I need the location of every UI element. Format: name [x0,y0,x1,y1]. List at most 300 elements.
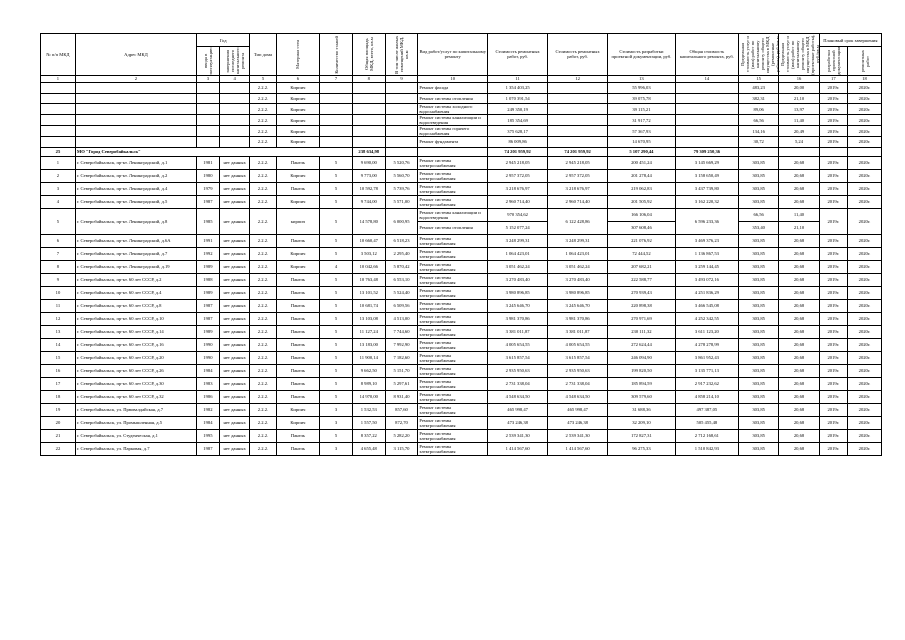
table-cell: 11,40 [779,115,819,126]
table-cell: Панель [276,351,320,364]
table-cell: 2020г. [848,338,882,351]
table-cell: Кирпич [276,104,320,115]
table-cell: нет данных [219,182,250,195]
table-cell: 17 [41,377,76,390]
table-cell: Кирпич [276,137,320,148]
table-cell: 89,06 [738,104,778,115]
table-cell: г. Северобайкальск, ул. Првовалдайская, д.7 [75,403,196,416]
table-cell: 2.2.2. [250,93,276,104]
column-number: 1 [41,75,76,82]
table-cell: 3 [41,182,76,195]
table-cell [75,93,196,104]
table-cell: 303,85 [738,351,778,364]
table-cell: 505 455,48 [675,416,738,429]
table-cell: 66,56 [738,115,778,126]
table-cell: 1987 [196,299,219,312]
table-cell: 2019г. [819,312,847,325]
table-cell [41,82,76,93]
table-cell: 2.2.2. [250,286,276,299]
table-cell [41,104,76,115]
table-cell: 270 971,69 [608,312,676,325]
table-cell: 1991 [196,234,219,247]
table-cell: 2019г. [819,273,847,286]
table-cell: 307 608,46 [608,221,676,234]
table-cell: 10 763,48 [352,273,385,286]
table-cell: Ремонт системы электроснабжения [418,416,488,429]
table-cell: Ремонт системы электроснабжения [418,247,488,260]
table-cell: 10 [41,286,76,299]
table-cell: 3 245 646,70 [488,299,548,312]
table-cell: 2.2.2. [250,273,276,286]
table-row [41,260,882,273]
table-cell: 16 [41,364,76,377]
table-cell: Панель [276,234,320,247]
table-cell: 20,68 [779,156,819,169]
table-cell: 303,85 [738,429,778,442]
table-cell: 303,85 [738,260,778,273]
table-cell [41,126,76,137]
table-row [41,286,882,299]
table-cell [352,115,385,126]
table-cell: 2019г. [819,442,847,455]
table-cell: 2020г. [848,247,882,260]
table-cell: 3 270 483,40 [548,273,608,286]
table-cell: 6 [41,234,76,247]
table-cell: Ремонт системы холодного водоснабжения [418,104,488,115]
table-cell: 2.2.2. [250,137,276,148]
table-cell: 5 297,61 [385,377,418,390]
table-cell [385,104,418,115]
table-cell: 5 [41,208,76,234]
table-cell: 20,49 [779,126,819,137]
table-cell: 1 064 423,01 [548,247,608,260]
table-cell: 5 [320,286,353,299]
header-num: № п/п МКД [41,34,76,76]
table-cell: 2019г. [819,260,847,273]
header-cost-total: Общая стоимость капитального ремонта, руб. [675,34,738,76]
table-cell: 2.2.2. [250,416,276,429]
table-cell: 2 539 341,30 [548,429,608,442]
column-number: 8 [352,75,385,82]
table-cell: Панель [276,338,320,351]
table-cell: Кирпич [276,115,320,126]
table-cell: 2020г. [848,137,882,148]
table-cell: нет данных [219,286,250,299]
table-cell: 9 [41,273,76,286]
table-cell: 20,68 [779,416,819,429]
table-cell: 382,31 [738,93,778,104]
table-cell: 4 278 278,99 [675,338,738,351]
table-cell: 222 588,77 [608,273,676,286]
table-cell: 473 246,38 [548,416,608,429]
table-cell: Ремонт фасада [418,82,488,93]
table-row [41,403,882,416]
table-cell: 21 [41,429,76,442]
table-row [41,126,882,137]
table-cell: 1979 [196,182,219,195]
table-cell: 2.2.2. [250,115,276,126]
table-cell: 5 [320,169,353,182]
table-cell: 4 251 836,29 [675,286,738,299]
table-cell: 2019г. [819,403,847,416]
table-cell: 2019г. [819,126,847,137]
table-cell [548,126,608,137]
table-cell: 3 270 483,40 [488,273,548,286]
total-cost: 74 201 959,92 [488,147,548,156]
table-cell: Ремонт системы электроснабжения [418,351,488,364]
column-number: 17 [819,75,847,82]
total-area: 238 634,98 [352,147,385,156]
table-cell: 5 [320,208,353,234]
table-cell: 2019г. [819,351,847,364]
table-cell [320,93,353,104]
table-cell: 4 [320,260,353,273]
table-cell: 5 [320,429,353,442]
table-cell: 2.2.2. [250,364,276,377]
table-cell: 20,68 [779,429,819,442]
total-row [41,147,882,156]
table-cell [675,126,738,137]
table-cell: нет данных [219,338,250,351]
table-cell: 2 935 950,63 [488,364,548,377]
table-cell: 20,68 [779,247,819,260]
table-cell: Кирпич [276,93,320,104]
table-cell: 5 524,40 [385,286,418,299]
table-cell: Ремонт системы отопления [418,93,488,104]
table-cell: 1 510 842,93 [675,442,738,455]
table-cell: г. Северобайкальск, пр-кт. Ленинградский, д.8 [75,208,196,234]
table-cell: 303,85 [738,416,778,429]
table-cell [41,93,76,104]
table-cell: 10 042,66 [352,260,385,273]
header-house-type: Тип дома [250,34,276,76]
table-cell: г. Северобайкальск, пр-кт. Ленинградский, д.2 [75,169,196,182]
table-cell: 303,85 [738,364,778,377]
table-cell: 4 [41,195,76,208]
table-cell: 3 981 370,86 [488,312,548,325]
table-cell: 4 858 214,10 [675,390,738,403]
table-cell: 2020г. [848,273,882,286]
table-cell: 72 444,52 [608,247,676,260]
table-cell: 5 [320,234,353,247]
table-cell [548,93,608,104]
column-number: 3 [196,75,219,82]
table-cell: 970 354,62 [488,208,548,221]
table-cell: 2020г. [848,377,882,390]
table-row [41,429,882,442]
table-cell: 3 218 676,97 [488,182,548,195]
table-cell: 5 [320,377,353,390]
table-cell [219,137,250,148]
table-cell: 2 295,40 [385,247,418,260]
table-cell: 3 980 896,85 [548,286,608,299]
table-cell: 1980 [196,169,219,182]
table-cell: 303,85 [738,286,778,299]
table-cell: 3 [320,442,353,455]
header-plan-term: Плановый срок завершения [819,34,881,47]
table-cell [219,126,250,137]
table-cell [352,82,385,93]
table-cell [675,137,738,148]
table-cell: 2 539 341,30 [488,429,548,442]
table-cell [738,147,778,156]
table-cell: г. Северобайкальск, ул. Парковая, д.7 [75,442,196,455]
table-cell: 3 381 011,87 [548,325,608,338]
header-cost-design: Стоимость разработки проектной документации, руб. [608,34,676,76]
table-cell: 303,85 [738,299,778,312]
table-cell: Ремонт системы электроснабжения [418,299,488,312]
table-cell: 5 739,76 [385,182,418,195]
table-cell: 303,85 [738,403,778,416]
column-number: 12 [548,75,608,82]
table-cell: г. Северобайкальск, пр-кт. 60 лет СССР, д.30 [75,377,196,390]
table-cell: 1981 [196,156,219,169]
table-cell: Кирпич [276,195,320,208]
table-cell: Кирпич [276,82,320,93]
table-cell [352,126,385,137]
table-cell: 3 [320,416,353,429]
table-cell: 872,70 [385,416,418,429]
header-limit-design: Предельная стоимость услуг и (или) работ по капитальному ремонту общего имущества в МКД (проектные работы), руб./кв.м [780,34,821,75]
table-cell: нет данных [219,377,250,390]
table-cell [196,126,219,137]
table-cell: 201 505,92 [608,195,676,208]
table-cell: Кирпич [276,260,320,273]
table-cell: 5 [320,156,353,169]
table-cell: 303,85 [738,169,778,182]
table-cell: 5,24 [779,137,819,148]
table-cell: 2020г. [848,126,882,137]
header-year-last-repair: завершения последнего капитального ремонта [219,47,250,76]
table-cell [385,93,418,104]
column-number: 9 [385,75,418,82]
table-cell [352,137,385,148]
table-cell: нет данных [219,403,250,416]
table-cell: 20,68 [779,377,819,390]
table-cell: Панель [276,429,320,442]
table-cell [352,104,385,115]
table-cell [819,147,847,156]
table-cell: 497 387,05 [675,403,738,416]
table-cell: 20,00 [779,82,819,93]
table-cell: 6 122 428,86 [548,208,608,234]
table-cell: Ремонт системы электроснабжения [418,403,488,416]
table-cell: 5 520,76 [385,156,418,169]
table-cell [548,104,608,115]
table-cell: Ремонт системы электроснабжения [418,156,488,169]
table-cell: Ремонт системы электроснабжения [418,286,488,299]
table-cell: Кирпич [276,247,320,260]
table-cell: г. Северобайкальск, пр-кт. 60 лет СССР, д.10 [75,312,196,325]
table-cell: 86 009,86 [488,137,548,148]
table-cell: 39 115,21 [608,104,676,115]
table-cell: 5 151,70 [385,364,418,377]
table-cell: г. Северобайкальск, пр-кт. 60 лет СССР, д.32 [75,390,196,403]
table-cell: нет данных [219,364,250,377]
table-cell: 2.2.2. [250,390,276,403]
table-cell: 12 [41,312,76,325]
table-cell: 4 252 342,55 [675,312,738,325]
table-cell: 3 [320,403,353,416]
table-cell: 3 615 857,54 [548,351,608,364]
table-cell: 5 282,20 [385,429,418,442]
table-cell: нет данных [219,351,250,364]
table-cell: 2.2.2. [250,377,276,390]
table-cell [675,104,738,115]
table-cell: 3 051 462,24 [548,260,608,273]
table-cell: Панель [276,442,320,455]
column-number: 15 [738,75,778,82]
table-cell: 9 773,00 [352,169,385,182]
table-cell: 57 367,93 [608,126,676,137]
table-row [41,82,882,93]
table-cell: 8 989,10 [352,377,385,390]
table-cell: 2.2.2. [250,351,276,364]
table-cell: 2.2.2. [250,299,276,312]
table-cell: 39 075,78 [608,93,676,104]
table-cell: 14 578,80 [352,208,385,234]
table-cell [196,104,219,115]
table-cell [219,115,250,126]
table-cell: 8 357,22 [352,429,385,442]
table-row [41,137,882,148]
table-cell [385,126,418,137]
table-cell: 5 [320,273,353,286]
table-cell: 2.2.2. [250,195,276,208]
table-cell: Ремонт системы электроснабжения [418,195,488,208]
table-cell: Панель [276,286,320,299]
table-cell: Панель [276,156,320,169]
table-cell: 7 182,60 [385,351,418,364]
table-cell: 20,68 [779,351,819,364]
table-cell: 2 960 714,40 [488,195,548,208]
table-cell: Панель [276,299,320,312]
table-cell: 303,85 [738,390,778,403]
table-cell: 3 248 299,31 [548,234,608,247]
table-cell [675,82,738,93]
table-cell: 1986 [196,390,219,403]
table-cell: 2020г. [848,115,882,126]
table-cell: 1990 [196,351,219,364]
table-cell: 14 [41,338,76,351]
table-cell: Ремонт системы электроснабжения [418,182,488,195]
table-row [41,104,882,115]
table-cell: 6 553,10 [385,273,418,286]
table-cell: Ремонт системы канализации и водоотведения [418,208,488,221]
table-cell [385,137,418,148]
table-cell: 11,40 [779,208,819,221]
table-cell: Ремонт системы электроснабжения [418,234,488,247]
table-cell: 11 [41,299,76,312]
table-cell: г. Северобайкальск, пр-кт. Ленинградский, д.5 [75,195,196,208]
table-cell: 2019г. [819,325,847,338]
table-cell: 2019г. [819,390,847,403]
table-cell: 473 246,38 [488,416,548,429]
table-cell: 309 579,60 [608,390,676,403]
total-cost-2: 74 201 959,92 [548,147,608,156]
table-cell: 230 111,32 [608,325,676,338]
table-cell: 5 [320,299,353,312]
table-cell [320,82,353,93]
table-cell: 20,68 [779,364,819,377]
table-cell: 2019г. [819,416,847,429]
table-cell: 14 970,00 [352,390,385,403]
table-cell: 172 827,31 [608,429,676,442]
table-cell: 20,68 [779,442,819,455]
table-cell: 22 [41,442,76,455]
table-cell: 3 158 650,49 [675,169,738,182]
table-cell: 2020г. [848,182,882,195]
table-cell: 2.2.2. [250,126,276,137]
table-cell: нет данных [219,208,250,234]
table-cell: 303,85 [738,247,778,260]
table-cell: 2020г. [848,429,882,442]
table-cell: 303,85 [738,338,778,351]
table-cell: 9 662,50 [352,364,385,377]
table-cell: 5 [320,325,353,338]
table-cell: 2019г. [819,208,847,234]
table-cell: 20,68 [779,169,819,182]
table-cell: Ремонт системы электроснабжения [418,169,488,182]
table-cell: 2020г. [848,156,882,169]
table-cell: Ремонт системы отопления [418,221,488,234]
table-row [41,390,882,403]
table-cell: 3 051 462,24 [488,260,548,273]
table-cell: 2019г. [819,299,847,312]
table-cell: 1 532,53 [352,403,385,416]
table-cell: 2020г. [848,234,882,247]
table-cell: 3 861 952,43 [675,351,738,364]
column-number: 7 [320,75,353,82]
table-cell: 2.2.2. [250,169,276,182]
table-cell: г. Северобайкальск, пр-кт. Ленинградский, д.19 [75,260,196,273]
header-area-residential: В том числе жилых помещений МКД, кв.м [385,34,418,76]
table-cell: 3 115,70 [385,442,418,455]
table-row [41,299,882,312]
table-cell: 6 518,23 [385,234,418,247]
table-cell: г. Северобайкальск, ул. Студенческая, д.1 [75,429,196,442]
table-cell: 8 931,40 [385,390,418,403]
table-cell: нет данных [219,390,250,403]
table-cell: 5 [320,195,353,208]
table-cell: 3 248 299,31 [488,234,548,247]
table-cell: Панель [276,182,320,195]
table-cell: 8 [41,260,76,273]
table-cell: 2 731 338,04 [548,377,608,390]
table-cell: 21,10 [779,221,819,234]
table-cell: 7 744,60 [385,325,418,338]
table-cell: г. Северобайкальск, пр-кт. Ленинградский, д.7 [75,247,196,260]
table-cell: 2020г. [848,104,882,115]
table-cell: 3 469 376,23 [675,234,738,247]
table-cell: 5 [320,247,353,260]
table-cell: 1 557,50 [352,416,385,429]
column-number: 5 [250,75,276,82]
table-cell [385,147,418,156]
table-cell: 2 957 372,05 [548,169,608,182]
table-cell [75,115,196,126]
table-cell: 1987 [196,195,219,208]
table-cell: 2019г. [819,137,847,148]
table-cell: Ремонт системы канализации и водоотведения [418,115,488,126]
table-cell: 9 744,00 [352,195,385,208]
table-cell: 5 [320,351,353,364]
table-cell: 2019г. [819,156,847,169]
table-cell: Ремонт системы электроснабжения [418,442,488,455]
header-wall-material: Материал стен [276,34,320,76]
table-cell: 2.2.2. [250,429,276,442]
table-cell: нет данных [219,234,250,247]
